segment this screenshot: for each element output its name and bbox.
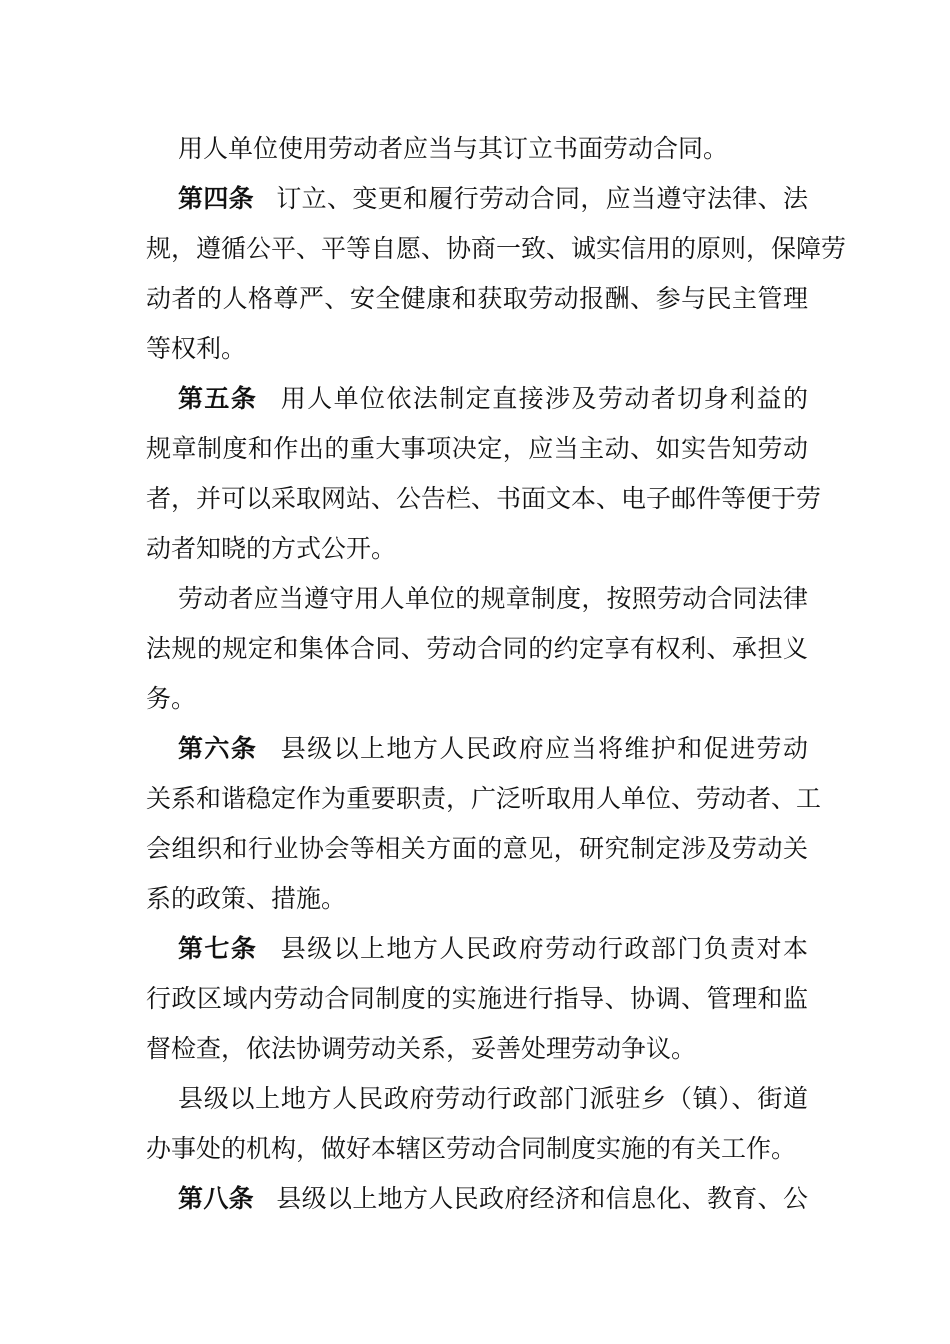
line-text: 关系和谐稳定作为重要职责，广泛听取用人单位、劳动者、工: [146, 784, 822, 813]
line-text: 用人单位使用劳动者应当与其订立书面劳动合同。: [178, 134, 729, 163]
text-line: [146, 779, 822, 819]
line-text: 系的政策、措施。: [146, 884, 347, 913]
text-line: [146, 1129, 808, 1169]
line-text: 县级以上地方人民政府经济和信息化、教育、公: [276, 1184, 808, 1213]
text-line: [146, 979, 808, 1019]
line-text: 县级以上地方人民政府应当将维护和促进劳动: [279, 734, 808, 763]
article-5-line: [178, 379, 808, 419]
line-text: 法规的规定和集体合同、劳动合同的约定享有权利、承担义: [146, 634, 808, 663]
article-heading: 第八条: [178, 1184, 254, 1213]
text-line: [178, 1079, 808, 1119]
line-text: 动者的人格尊严、安全健康和获取劳动报酬、参与民主管理: [146, 284, 808, 313]
text-line: [146, 479, 822, 519]
article-heading: 第七条: [178, 934, 258, 963]
text-line: [146, 879, 808, 919]
line-text: 劳动者应当遵守用人单位的规章制度，按照劳动合同法律: [178, 584, 808, 613]
text-line: [146, 529, 808, 569]
article-6-line: [178, 729, 808, 769]
line-text: 行政区域内劳动合同制度的实施进行指导、协调、管理和监: [146, 984, 808, 1013]
line-text: 动者知晓的方式公开。: [146, 534, 397, 563]
text-line: [146, 429, 808, 469]
line-text: 用人单位依法制定直接涉及劳动者切身利益的: [279, 384, 808, 413]
line-text: 督检查，依法协调劳动关系，妥善处理劳动争议。: [146, 1034, 697, 1063]
line-text: 规，遵循公平、平等自愿、协商一致、诚实信用的原则，保障劳: [146, 234, 847, 263]
text-line: [146, 629, 808, 669]
line-text: 县级以上地方人民政府劳动行政部门派驻乡（镇）、街道: [178, 1084, 808, 1113]
text-line: [146, 679, 808, 719]
article-8-line: [178, 1179, 808, 1219]
line-text: 县级以上地方人民政府劳动行政部门负责对本: [279, 934, 808, 963]
text-line: [146, 829, 808, 869]
text-line: [146, 1029, 808, 1069]
line-text: 办事处的机构，做好本辖区劳动合同制度实施的有关工作。: [146, 1134, 797, 1163]
text-line: [178, 579, 808, 619]
article-7-line: [178, 929, 808, 969]
line-text: 会组织和行业协会等相关方面的意见，研究制定涉及劳动关: [146, 834, 808, 863]
line-text: 务。: [146, 684, 197, 713]
text-line: [146, 229, 847, 269]
article-heading: 第五条: [178, 384, 258, 413]
article-4-line: [178, 179, 808, 219]
article-heading: 第四条: [178, 184, 254, 213]
line-text: 等权利。: [146, 334, 247, 363]
text-line: [146, 279, 808, 319]
text-line: [146, 329, 808, 369]
line-text: 者，并可以采取网站、公告栏、书面文本、电子邮件等便于劳: [146, 484, 822, 513]
line-text: 订立、变更和履行劳动合同，应当遵守法律、法: [276, 184, 808, 213]
text-line: [178, 129, 808, 169]
line-text: 规章制度和作出的重大事项决定，应当主动、如实告知劳动: [146, 434, 808, 463]
article-heading: 第六条: [178, 734, 258, 763]
